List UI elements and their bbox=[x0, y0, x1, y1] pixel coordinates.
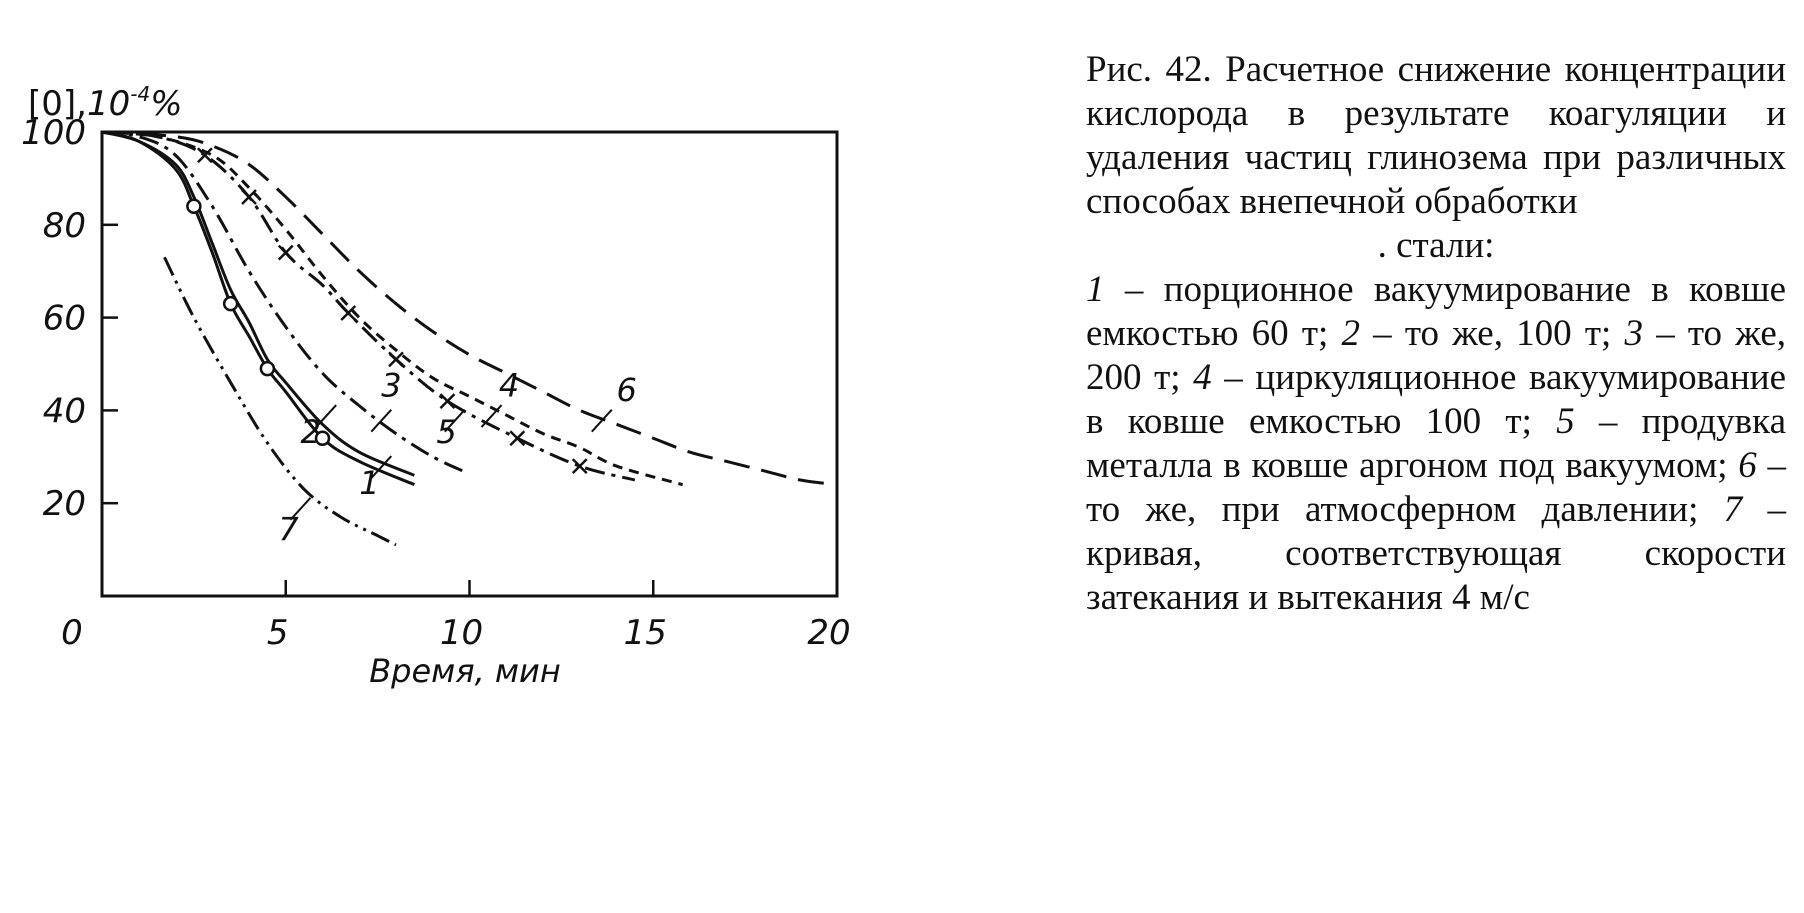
series-line-6 bbox=[102, 132, 837, 485]
caption-item-text: – порционное вакуумирование в ковше емкостью 60 т; bbox=[1086, 269, 1786, 354]
caption-item-number: 2 bbox=[1341, 313, 1360, 354]
x-tick-label: 15 bbox=[623, 613, 667, 653]
series-number-label-3: 3 bbox=[381, 366, 402, 405]
series-line-2 bbox=[102, 132, 414, 475]
series-labels bbox=[278, 366, 636, 548]
figure-caption bbox=[1086, 48, 1786, 620]
series-line-1 bbox=[102, 132, 414, 485]
caption-legend bbox=[1086, 269, 1786, 618]
caption-item-text: – то же, 200 т; bbox=[1086, 313, 1786, 398]
caption-item-text: – то же, 100 т; bbox=[1359, 313, 1625, 354]
caption-item-text: – то же, при атмосферном давлении; bbox=[1086, 445, 1787, 530]
y-tick-label: 60 bbox=[42, 298, 86, 339]
series-number-label-5: 5 bbox=[436, 412, 457, 451]
series-marker-1 bbox=[224, 297, 237, 310]
series-number-label-6: 6 bbox=[616, 371, 637, 410]
series-marker-5 bbox=[510, 431, 524, 445]
series-number-label-1: 1 bbox=[359, 463, 380, 502]
series-marker-5 bbox=[573, 459, 587, 473]
caption-item-text: – циркуляционное вакуумирование в ковше емкостью 100 т; bbox=[1086, 357, 1786, 442]
series-marker-5 bbox=[242, 190, 256, 204]
series-marker-5 bbox=[279, 246, 293, 260]
caption-item-text: – кривая, соответствующая скорости затекания и вытекания 4 м/с bbox=[1086, 489, 1786, 618]
y-tick-label: 20 bbox=[42, 484, 86, 525]
series-number-label-4: 4 bbox=[498, 366, 520, 405]
plot-frame bbox=[102, 132, 837, 596]
x-tick-label: 20 bbox=[807, 613, 851, 653]
caption-item-number: 6 bbox=[1738, 445, 1757, 486]
x-tick-label: 10 bbox=[439, 613, 484, 653]
series-marker-1 bbox=[261, 362, 274, 375]
series-layer bbox=[102, 132, 837, 545]
caption-item-text: – продувка металла в ковше аргоном под вакуумом; bbox=[1086, 401, 1786, 486]
y-tick-label: 40 bbox=[42, 391, 86, 432]
series-marker-5 bbox=[440, 394, 454, 408]
caption-item-number: 1 bbox=[1086, 269, 1105, 310]
plot-border bbox=[102, 132, 837, 596]
x-axis-label: Время, мин bbox=[369, 652, 561, 690]
series-marker-5 bbox=[389, 352, 403, 366]
x-tick-label: 0 bbox=[61, 613, 83, 653]
series-marker-1 bbox=[187, 200, 200, 213]
caption-title-tail: . стали: bbox=[1377, 225, 1495, 266]
caption-item-number: 3 bbox=[1624, 313, 1643, 354]
series-line-5 bbox=[102, 132, 635, 480]
y-tick-label: 100 bbox=[21, 113, 86, 153]
ticks-layer bbox=[21, 113, 851, 653]
caption-title: Рис. 42. Расчетное снижение концентрации кислорода в результате коагуляции и удаления частиц глинозема при различных способах внепечной обработки bbox=[1086, 49, 1786, 222]
x-tick-label: 5 bbox=[266, 613, 289, 653]
series-number-label-7: 7 bbox=[278, 510, 299, 549]
caption-item-number: 4 bbox=[1193, 357, 1212, 398]
series-line-3 bbox=[102, 132, 462, 471]
caption-item-number: 7 bbox=[1723, 489, 1743, 530]
caption-item-number: 5 bbox=[1556, 401, 1575, 442]
y-tick-label: 80 bbox=[42, 205, 86, 246]
y-axis-label: $[0],10^{-4}\%$ bbox=[28, 82, 183, 124]
series-number-label-2: 2 bbox=[300, 412, 321, 451]
series-leader-6 bbox=[592, 410, 612, 432]
